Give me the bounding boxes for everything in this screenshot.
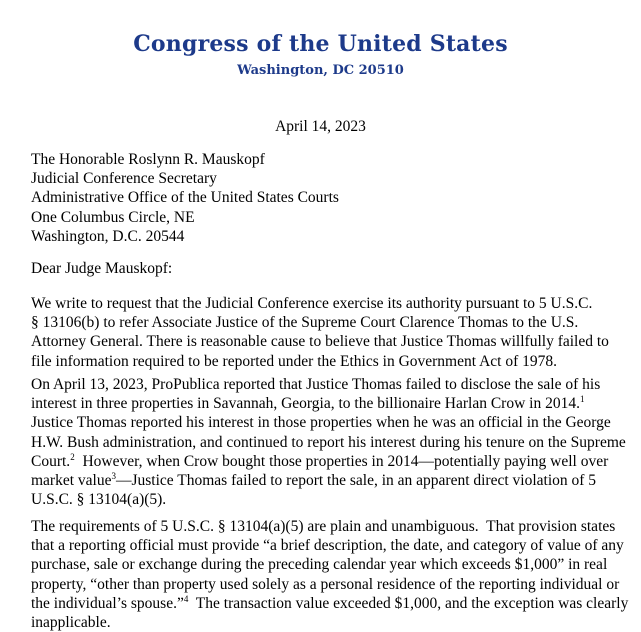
letterhead-subtitle: Washington, DC 20510 — [237, 63, 404, 78]
footnote-ref-1: 1 — [579, 394, 585, 405]
paragraph-text: Court. — [31, 452, 71, 470]
recipient-line: The Honorable Roslynn R. Mauskopf — [31, 151, 265, 168]
salutation: Dear Judge Mauskopf: — [31, 260, 173, 277]
paragraph-line: that a reporting official must provide “a brief description, the date, and category of value of any — [31, 537, 624, 555]
paragraph-text: —Justice Thomas failed to report the sale, in an apparent direct violation of 5 — [115, 472, 597, 490]
paragraph-text: The transaction value exceeded $1,000, and the exception was clearly — [188, 594, 629, 612]
paragraph-2 — [31, 375, 626, 509]
recipient-line: Washington, D.C. 20544 — [31, 227, 185, 245]
recipient-line: Administrative Office of the United States Courts — [31, 189, 339, 207]
footnote-ref-4: 4 — [183, 593, 189, 604]
paragraph-line: We write to request that the Judicial Conference exercise its authority pursuant to 5 U.S.C. — [31, 295, 593, 312]
recipient-line: Judicial Conference Secretary — [31, 170, 217, 188]
paragraph-line: Justice Thomas reported his interest in those properties when he was an official in the George — [31, 414, 611, 432]
paragraph-line: file information required to be reported under the Ethics in Government Act of 1978. — [31, 352, 557, 370]
recipient-line: One Columbus Circle, NE — [31, 208, 195, 226]
paragraph-line: U.S.C. § 13104(a)(5). — [31, 491, 167, 509]
footnote-ref-2: 2 — [70, 451, 75, 462]
paragraph-line: property, “other than property used solely as a personal residence of the reporting individual or — [31, 575, 620, 593]
paragraph-line: Attorney General. There is reasonable cause to believe that Justice Thomas willfully failed to — [31, 333, 609, 351]
paragraph-1 — [31, 294, 621, 371]
paragraph-text: the individual’s spouse.” — [31, 594, 184, 612]
letterhead-title: Congress of the United States — [133, 31, 508, 57]
paragraph-text: market value — [31, 472, 112, 490]
paragraph-line: inapplicable. — [31, 614, 111, 632]
paragraph-line — [31, 593, 629, 613]
footnote-ref-3: 3 — [111, 470, 116, 481]
paragraph-text: However, when Crow bought those properties in 2014—potentially paying well over — [74, 452, 609, 470]
letterhead — [0, 30, 641, 80]
paragraph-line: The requirements of 5 U.S.C. § 13104(a)(5) are plain and unambiguous. That provision states — [31, 518, 616, 535]
paragraph-line: On April 13, 2023, ProPublica reported that Justice Thomas failed to disclose the sale of his — [31, 376, 601, 393]
paragraph-line — [31, 452, 621, 471]
paragraph-line: purchase, sale or exchange during the preceding calendar year which exceeds $1,000” in real — [31, 556, 608, 574]
paragraph-text: interest in three properties in Savannah, Georgia, to the billionaire Harlan Crow in 2014. — [31, 395, 580, 413]
paragraph-line: H.W. Bush administration, and continued to report his interest during his tenure on the Supreme — [31, 433, 626, 451]
paragraph-line — [31, 394, 621, 413]
paragraph-line: § 13106(b) to refer Associate Justice of the Supreme Court Clarence Thomas to the U.S. — [31, 314, 579, 332]
letter-date: April 14, 2023 — [275, 118, 366, 135]
recipient-address — [31, 150, 621, 246]
paragraph-line — [31, 471, 621, 490]
paragraph-3 — [31, 517, 629, 632]
